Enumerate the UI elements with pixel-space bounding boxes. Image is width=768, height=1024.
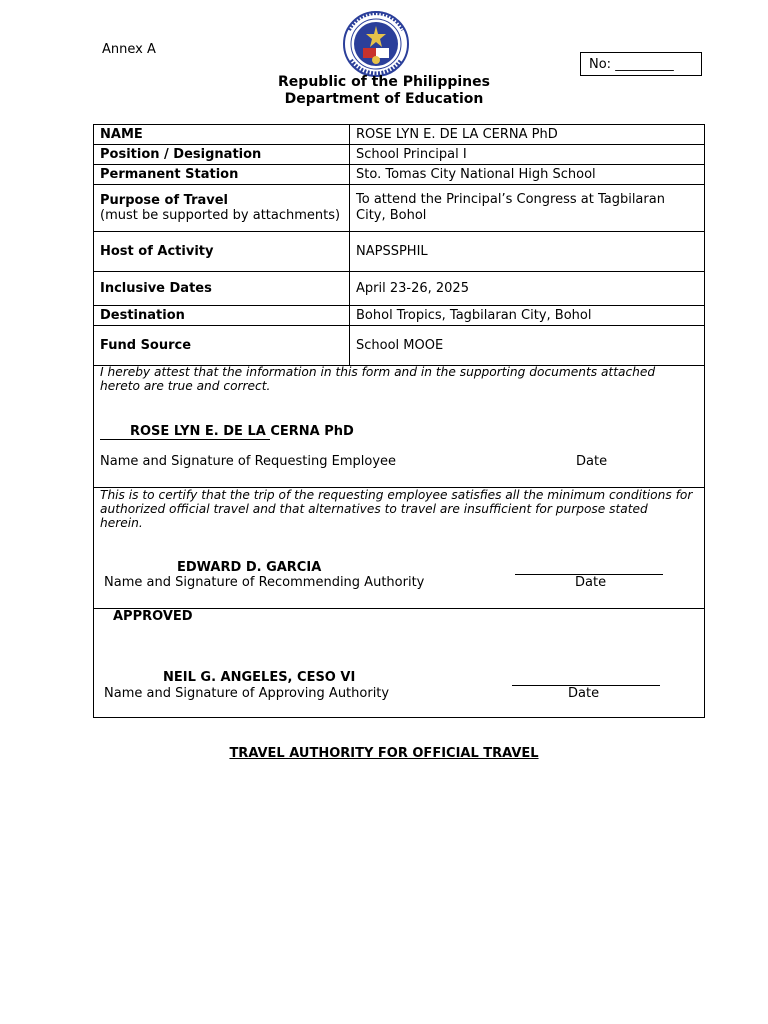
date-label: Date xyxy=(568,686,600,701)
recommending-authority-name: EDWARD D. GARCIA xyxy=(177,560,322,575)
travel-info-table xyxy=(93,124,705,366)
table-row xyxy=(94,185,705,232)
approved-label: APPROVED xyxy=(113,609,193,624)
approving-authority-caption: Name and Signature of Approving Authority xyxy=(104,686,390,701)
requesting-employee-caption: Name and Signature of Requesting Employee xyxy=(100,454,397,469)
document-number-field: No: _________ xyxy=(580,52,702,76)
approving-authority-name: NEIL G. ANGELES, CESO VI xyxy=(163,670,356,685)
document-title: TRAVEL AUTHORITY FOR OFFICIAL TRAVEL xyxy=(229,746,539,761)
republic-heading: Republic of the Philippines xyxy=(278,74,490,90)
row-label: Destination xyxy=(94,306,350,326)
row-label: Fund Source xyxy=(94,326,350,366)
row-sublabel: (must be supported by attachments) xyxy=(100,208,341,223)
department-heading: Department of Education xyxy=(284,91,484,107)
signature-line xyxy=(100,439,270,440)
row-label: NAME xyxy=(94,125,350,145)
table-row xyxy=(94,165,705,185)
table-row xyxy=(94,326,705,366)
table-row xyxy=(94,306,705,326)
date-label: Date xyxy=(576,454,608,469)
table-row xyxy=(94,272,705,306)
row-value: ROSE LYN E. DE LA CERNA PhD xyxy=(350,125,705,145)
attestation-text: I hereby attest that the information in this form and in the supporting documents attached hereto are true and correct. xyxy=(100,365,656,393)
row-value: School Principal I xyxy=(350,145,705,165)
row-label: Host of Activity xyxy=(94,232,350,272)
deped-seal-icon xyxy=(339,10,413,78)
table-row xyxy=(94,232,705,272)
table-row xyxy=(94,145,705,165)
certification-section xyxy=(93,487,705,609)
row-value: NAPSSPHIL xyxy=(350,232,705,272)
requesting-employee-name: ROSE LYN E. DE LA CERNA PhD xyxy=(130,424,354,439)
approval-section xyxy=(93,608,705,718)
row-value: School MOOE xyxy=(350,326,705,366)
row-value: Bohol Tropics, Tagbilaran City, Bohol xyxy=(350,306,705,326)
date-label: Date xyxy=(575,575,607,590)
table-row xyxy=(94,125,705,145)
attestation-section xyxy=(93,365,705,488)
row-value: To attend the Principal’s Congress at Tagbilaran City, Bohol xyxy=(350,185,705,232)
recommending-authority-caption: Name and Signature of Recommending Authority xyxy=(104,575,425,590)
row-label: Permanent Station xyxy=(94,165,350,185)
row-value: April 23-26, 2025 xyxy=(350,272,705,306)
certification-text: This is to certify that the trip of the requesting employee satisfies all the minimum conditions for authorized official travel and that alternatives to travel are insufficient for purpose stated herein. xyxy=(100,488,693,530)
row-value: Sto. Tomas City National High School xyxy=(350,165,705,185)
row-label: Position / Designation xyxy=(94,145,350,165)
annex-label: Annex A xyxy=(102,42,156,57)
row-label-cell xyxy=(94,185,350,232)
row-label: Inclusive Dates xyxy=(94,272,350,306)
row-label: Purpose of Travel xyxy=(100,193,228,208)
